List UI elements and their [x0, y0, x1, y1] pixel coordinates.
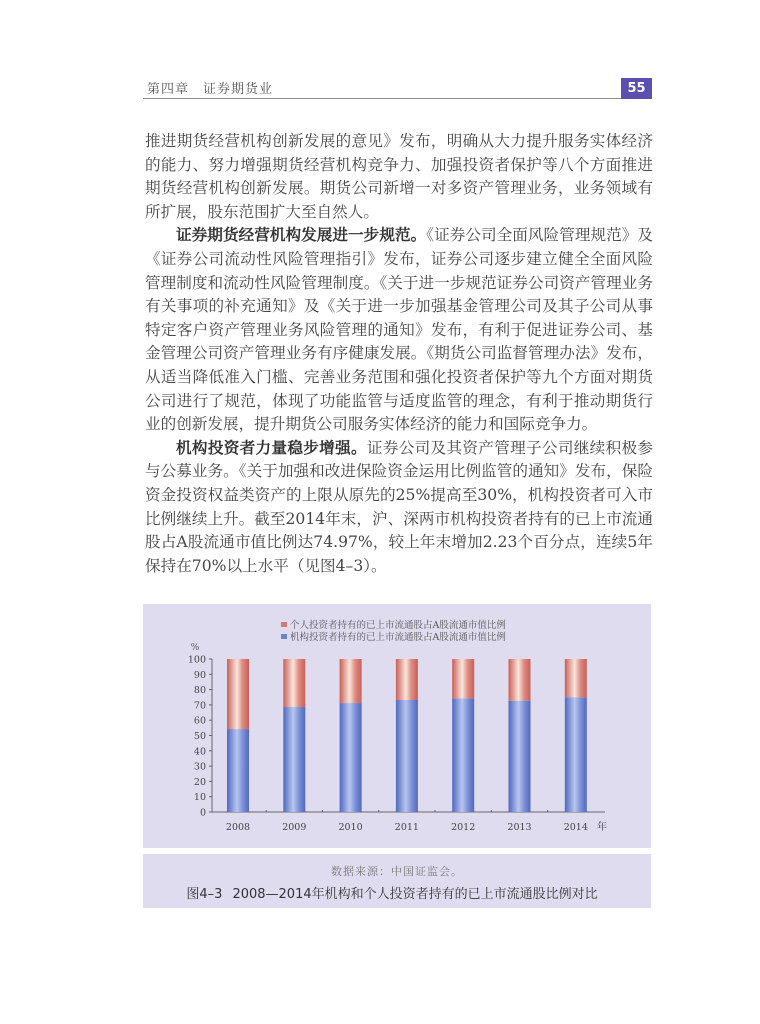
bar-2013	[507, 659, 531, 833]
bar-segment-individual	[340, 659, 362, 703]
x-tick-label: 2008	[225, 822, 251, 833]
y-tick-label: 0	[199, 807, 206, 819]
bar-segment-individual	[227, 659, 249, 729]
paragraph-heading: 机构投资者力量稳步增强。	[176, 438, 367, 457]
x-tick-label: 2011	[394, 822, 419, 833]
bar-segment-institutional	[396, 700, 418, 812]
paragraph: 证券期货经营机构发展进一步规范。《证券公司全面风险管理规范》及《证券公司流动性风险管理指引》发布，证券公司逐步建立健全全面风险管理制度和流动性风险管理制度。《关于进一步规范证券公司资产管理业务有关事项的补充通知》及《关于进一步加强基金管理公司及其子公司从事特定客户资产管理业务风险管理的通知》发布，有利于促进证券公司、基金管理公司资产管理业务有序健康发展。《期货公司监督管理办法》发布，从适当降低准入门槛、完善业务范围和强化投资者保护等九个方面对期货公司进行了规范，体现了功能监管与适度监管的理念，有利于推动期货行业的创新发展，提升期货公司服务实体经济的能力和国际竞争力。	[145, 226, 653, 434]
chapter-header	[147, 78, 287, 97]
bar-segment-individual	[509, 659, 531, 701]
x-axis-label: 年	[597, 822, 607, 833]
bar-2014	[564, 659, 588, 833]
y-tick-label: 20	[193, 776, 206, 788]
y-axis-label: %	[190, 643, 200, 653]
bar-segment-individual	[283, 659, 305, 707]
legend-label: 个人投资者持有的已上市流通股占A股流通市值比例	[290, 620, 506, 631]
legend-item	[281, 631, 506, 643]
x-tick-label: 2012	[451, 822, 476, 833]
bar-segment-institutional	[283, 707, 305, 812]
y-tick-label: 40	[193, 746, 206, 758]
bar-segment-individual	[452, 659, 474, 698]
bar-segment-individual	[565, 659, 587, 697]
figure-number: 图4–3	[186, 887, 223, 902]
x-tick-label: 2013	[507, 822, 532, 833]
bar-2011	[395, 659, 419, 833]
bar-2010	[339, 659, 363, 833]
y-tick-label: 10	[193, 792, 206, 804]
data-source: 数据来源：中国证监会。	[331, 865, 463, 878]
paragraph-heading: 证券期货经营机构发展进一步规范。	[176, 226, 427, 245]
bar-segment-institutional	[452, 698, 474, 812]
legend-label: 机构投资者持有的已上市流通股占A股流通市值比例	[290, 632, 506, 643]
y-tick-label: 30	[193, 761, 206, 773]
y-tick-label: 50	[193, 731, 206, 742]
paragraph: 推进期货经营机构创新发展的意见》发布，明确从大力提升服务实体经济的能力、努力增强期货经营机构竞争力、加强投资者保护等八个方面推进期货经营机构创新发展。期货公司新增一对多资产管理业务，业务领域有所扩展，股东范围扩大至自然人。	[145, 132, 653, 221]
bar-2008	[226, 659, 250, 833]
y-tick-label: 60	[193, 715, 206, 727]
y-tick-label: 80	[193, 685, 206, 697]
bar-segment-institutional	[565, 697, 587, 812]
y-tick-label: 70	[193, 700, 206, 712]
bar-segment-individual	[396, 659, 418, 700]
bar-segment-institutional	[340, 703, 362, 812]
figure-caption	[143, 883, 651, 902]
chapter-number: 第四章	[147, 82, 190, 97]
chart-legend	[281, 619, 506, 643]
y-tick-label: 100	[187, 654, 206, 666]
caption-panel	[143, 854, 651, 908]
x-tick-label: 2010	[338, 822, 363, 833]
paragraph: 机构投资者力量稳步增强。证券公司及其资产管理子公司继续积极参与公募业务。《关于加强和改进保险资金运用比例监管的通知》发布，保险资金投资权益类资产的上限从原先的25%提高至30%，机构投资者可入市比例继续上升。截至2014年末，沪、深两市机构投资者持有的已上市流通股占A股流通市值比例达74.97%，较上年末增加2.23个百分点，连续5年保持在70%以上水平（见图4–3）。	[145, 438, 653, 575]
bar-segment-institutional	[227, 729, 249, 812]
legend-swatch	[281, 622, 287, 627]
y-tick-label: 90	[193, 669, 206, 681]
x-tick-label: 2014	[563, 822, 588, 833]
legend-item	[281, 619, 506, 631]
page-number: 55	[621, 78, 652, 99]
bar-segment-institutional	[509, 701, 531, 812]
legend-swatch	[281, 634, 287, 639]
chart-bars	[226, 659, 588, 833]
bar-2012	[451, 659, 475, 833]
chart-panel	[143, 604, 651, 848]
stacked-bar-chart	[143, 604, 651, 848]
x-tick-label: 2009	[282, 822, 307, 833]
chapter-title: 证券期货业	[203, 82, 274, 97]
bar-2009	[282, 659, 306, 833]
figure-caption-text: 2008—2014年机构和个人投资者持有的已上市流通股比例对比	[232, 887, 598, 902]
header-rule	[143, 98, 621, 99]
body-text	[145, 130, 653, 578]
